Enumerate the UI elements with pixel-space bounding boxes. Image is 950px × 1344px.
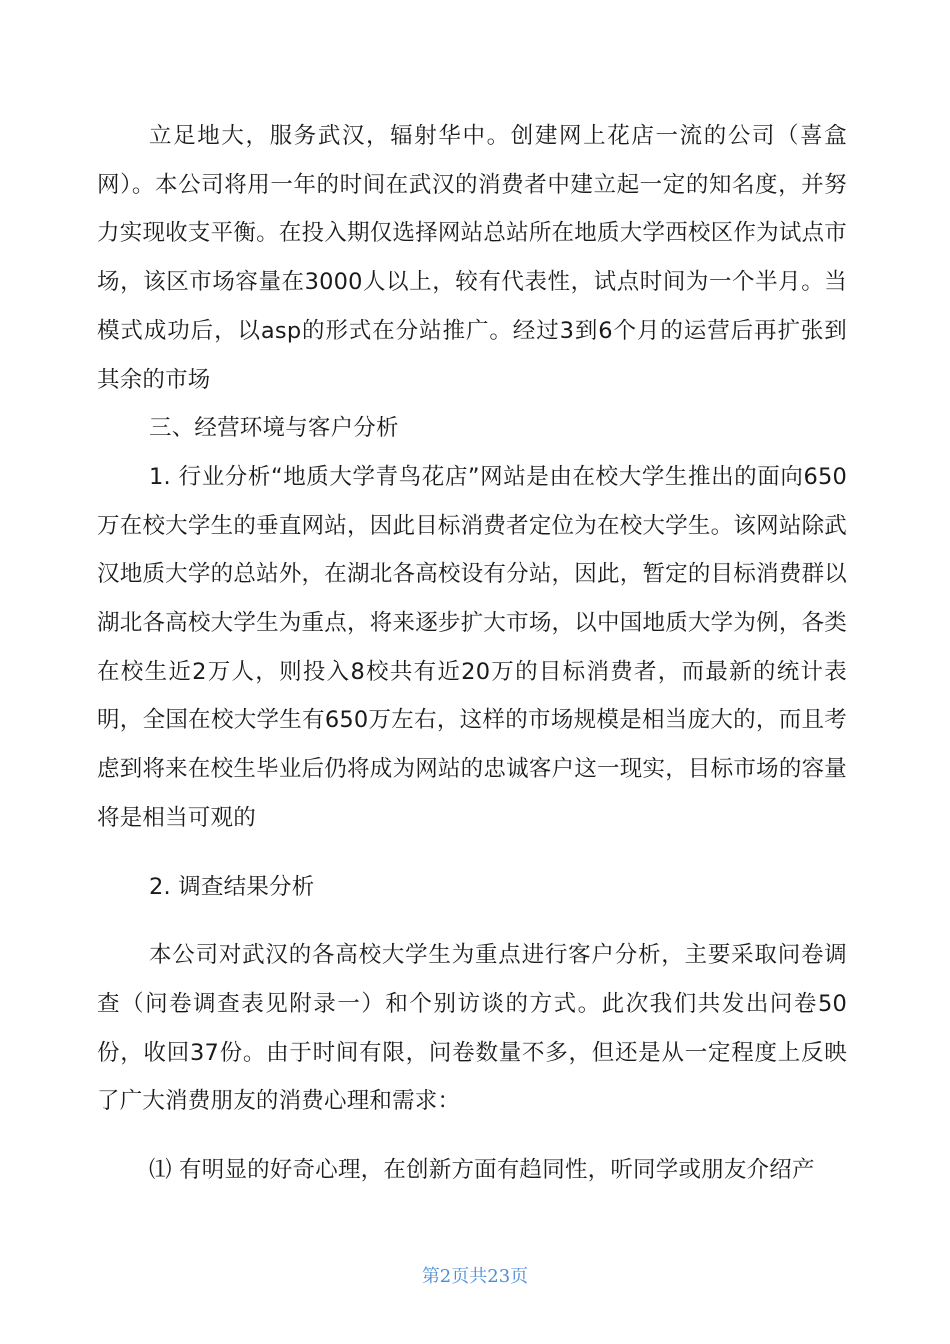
- section-heading-3: 三、经营环境与客户分析: [149, 415, 399, 442]
- subsection-heading-survey: 2. 调查结果分析: [149, 873, 315, 900]
- list-item-1: ⑴ 有明显的好奇心理，在创新方面有趋同性，听同学或朋友介绍产: [149, 1157, 815, 1184]
- paragraph-intro: 立足地大，服务武汉，辐射华中。创建网上花店一流的公司（喜盒网）。本公司将用一年的时间在武汉的消费者中建立起一定的知名度，并努力实现收支平衡。在投入期仅选择网站总站所在地质大学西校区作为试点市场，该区市场容量在3000人以上，较有代表性，试点时间为一个半月。当模式成功后，以asp的形式在分站推广。经过3到6个月的运营后再扩张到其余的市场: [97, 123, 847, 393]
- paragraph-survey: 本公司对武汉的各高校大学生为重点进行客户分析，主要采取问卷调查（问卷调查表见附录一）和个别访谈的方式。此次我们共发出问卷50份，收回37份。由于时间有限，问卷数量不多，但还是从一定程度上反映了广大消费朋友的消费心理和需求：: [97, 942, 847, 1115]
- paragraph-industry-analysis: 1. 行业分析“地质大学青鸟花店”网站是由在校大学生推出的面向650万在校大学生的垂直网站，因此目标消费者定位为在校大学生。该网站除武汉地质大学的总站外，在湖北各高校设有分站，因此，暂定的目标消费群以湖北各高校大学生为重点，将来逐步扩大市场，以中国地质大学为例，各类在校生近2万人，则投入8校共有近20万的目标消费者，而最新的统计表明，全国在校大学生有650万左右，这样的市场规模是相当庞大的，而且考虑到将来在校生毕业后仍将成为网站的忠诚客户这一现实，目标市场的容量将是相当可观的: [97, 463, 847, 831]
- page-number-footer: 第2页共23页: [421, 1266, 529, 1287]
- document-body: [97, 112, 847, 1195]
